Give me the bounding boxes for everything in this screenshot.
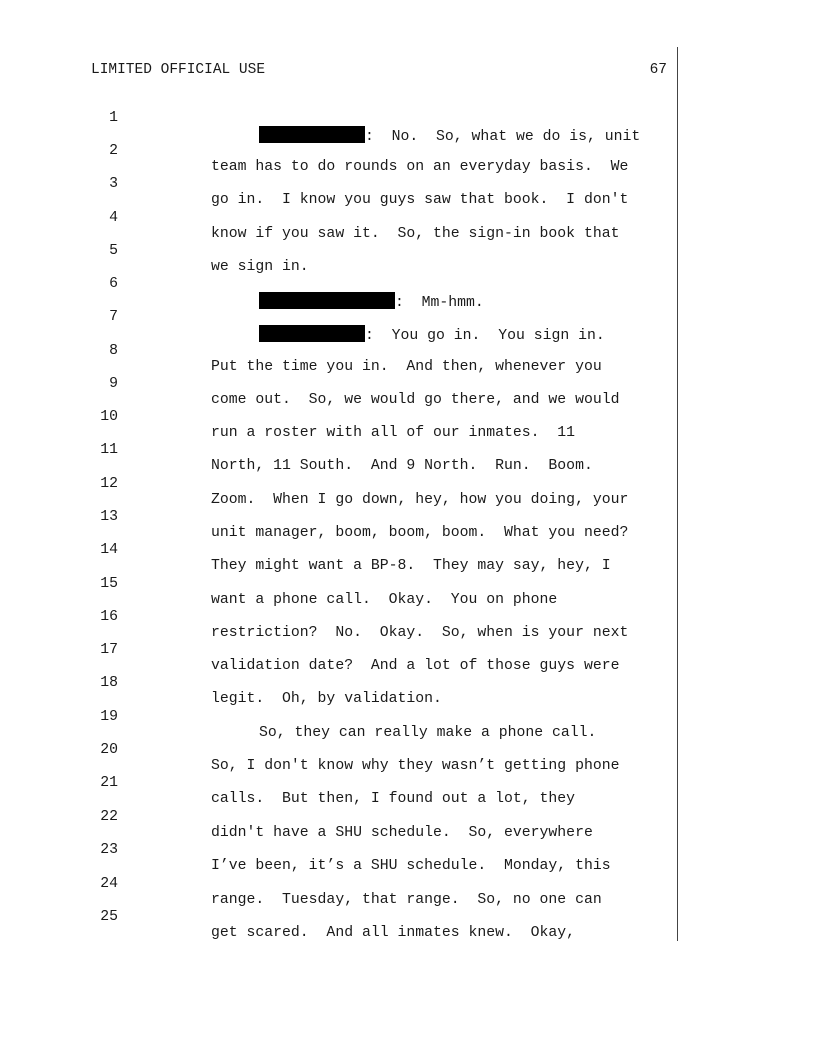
line-text: come out. So, we would go there, and we would — [211, 392, 620, 408]
line-text: know if you saw it. So, the sign-in book that — [211, 226, 620, 242]
transcript-line — [0, 94, 680, 145]
transcript-line — [0, 227, 680, 275]
line-number: 2 — [109, 143, 118, 159]
transcript-line — [0, 327, 680, 375]
line-number: 16 — [100, 609, 118, 625]
line-number: 8 — [109, 343, 118, 359]
line-number: 1 — [109, 110, 118, 126]
line-text: go in. I know you guys saw that book. I don't — [211, 192, 629, 208]
transcript-line — [0, 560, 680, 608]
line-number: 22 — [100, 809, 118, 825]
line-text: restriction? No. Okay. So, when is your next — [211, 625, 629, 641]
line-text: Put the time you in. And then, whenever you — [211, 359, 602, 375]
line-number: 19 — [100, 709, 118, 725]
line-number: 9 — [109, 376, 118, 392]
line-text: run a roster with all of our inmates. 11 — [211, 425, 576, 441]
transcript-line — [0, 793, 680, 841]
transcript-line — [0, 693, 680, 741]
line-number: 13 — [100, 509, 118, 525]
line-number: 21 — [100, 775, 118, 791]
line-number: 17 — [100, 642, 118, 658]
line-number: 25 — [100, 909, 118, 925]
line-text: : You go in. You sign in. — [259, 325, 605, 344]
transcript-line — [0, 860, 680, 908]
transcript-line — [0, 826, 680, 874]
line-number: 6 — [109, 276, 118, 292]
transcript-line — [0, 593, 680, 641]
line-text: So, they can really make a phone call. — [259, 725, 597, 741]
line-number: 14 — [100, 542, 118, 558]
transcript-line — [0, 493, 680, 541]
transcript-line — [0, 293, 680, 344]
line-text: team has to do rounds on an everyday basis. We — [211, 159, 629, 175]
transcript-line — [0, 426, 680, 474]
line-text: validation date? And a lot of those guys were — [211, 658, 620, 674]
transcript-line — [0, 260, 680, 311]
line-number: 3 — [109, 176, 118, 192]
line-text: unit manager, boom, boom, boom. What you need? — [211, 525, 629, 541]
line-text: legit. Oh, by validation. — [211, 691, 442, 707]
line-number: 20 — [100, 742, 118, 758]
transcript-line — [0, 460, 680, 508]
line-number: 23 — [100, 842, 118, 858]
line-text: They might want a BP-8. They may say, hey, I — [211, 558, 611, 574]
line-number: 4 — [109, 210, 118, 226]
line-text: I’ve been, it’s a SHU schedule. Monday, this — [211, 858, 611, 874]
line-text: want a phone call. Okay. You on phone — [211, 592, 558, 608]
transcript-line — [0, 127, 680, 175]
line-text: didn't have a SHU schedule. So, everywhere — [211, 825, 593, 841]
transcript-line — [0, 659, 680, 707]
transcript-line — [0, 726, 680, 774]
transcript-line — [0, 393, 680, 441]
line-text: North, 11 South. And 9 North. Run. Boom. — [211, 458, 593, 474]
transcript-line — [0, 759, 680, 807]
line-number: 10 — [100, 409, 118, 425]
line-number: 5 — [109, 243, 118, 259]
line-text: : No. So, what we do is, unit — [259, 126, 640, 145]
line-text: get scared. And all inmates knew. Okay, — [211, 925, 576, 941]
page-number: 67 — [649, 62, 667, 78]
line-number: 18 — [100, 675, 118, 691]
line-number: 11 — [100, 442, 118, 458]
transcript-line — [0, 893, 680, 941]
line-text: calls. But then, I found out a lot, they — [211, 791, 576, 807]
transcript-line — [0, 160, 680, 208]
transcript-line — [0, 360, 680, 408]
transcript-line — [0, 626, 680, 674]
line-text: So, I don't know why they wasn’t getting phone — [211, 758, 620, 774]
line-number: 24 — [100, 876, 118, 892]
transcript-line — [0, 526, 680, 574]
line-text: Zoom. When I go down, hey, how you doing, your — [211, 492, 629, 508]
line-number: 15 — [100, 576, 118, 592]
line-text: range. Tuesday, that range. So, no one can — [211, 892, 602, 908]
line-number: 7 — [109, 309, 118, 325]
line-text: we sign in. — [211, 259, 309, 275]
line-number: 12 — [100, 476, 118, 492]
line-text: : Mm-hmm. — [259, 292, 484, 311]
page-header — [91, 62, 667, 82]
transcript-line — [0, 194, 680, 242]
classification-label: LIMITED OFFICIAL USE — [91, 62, 266, 78]
